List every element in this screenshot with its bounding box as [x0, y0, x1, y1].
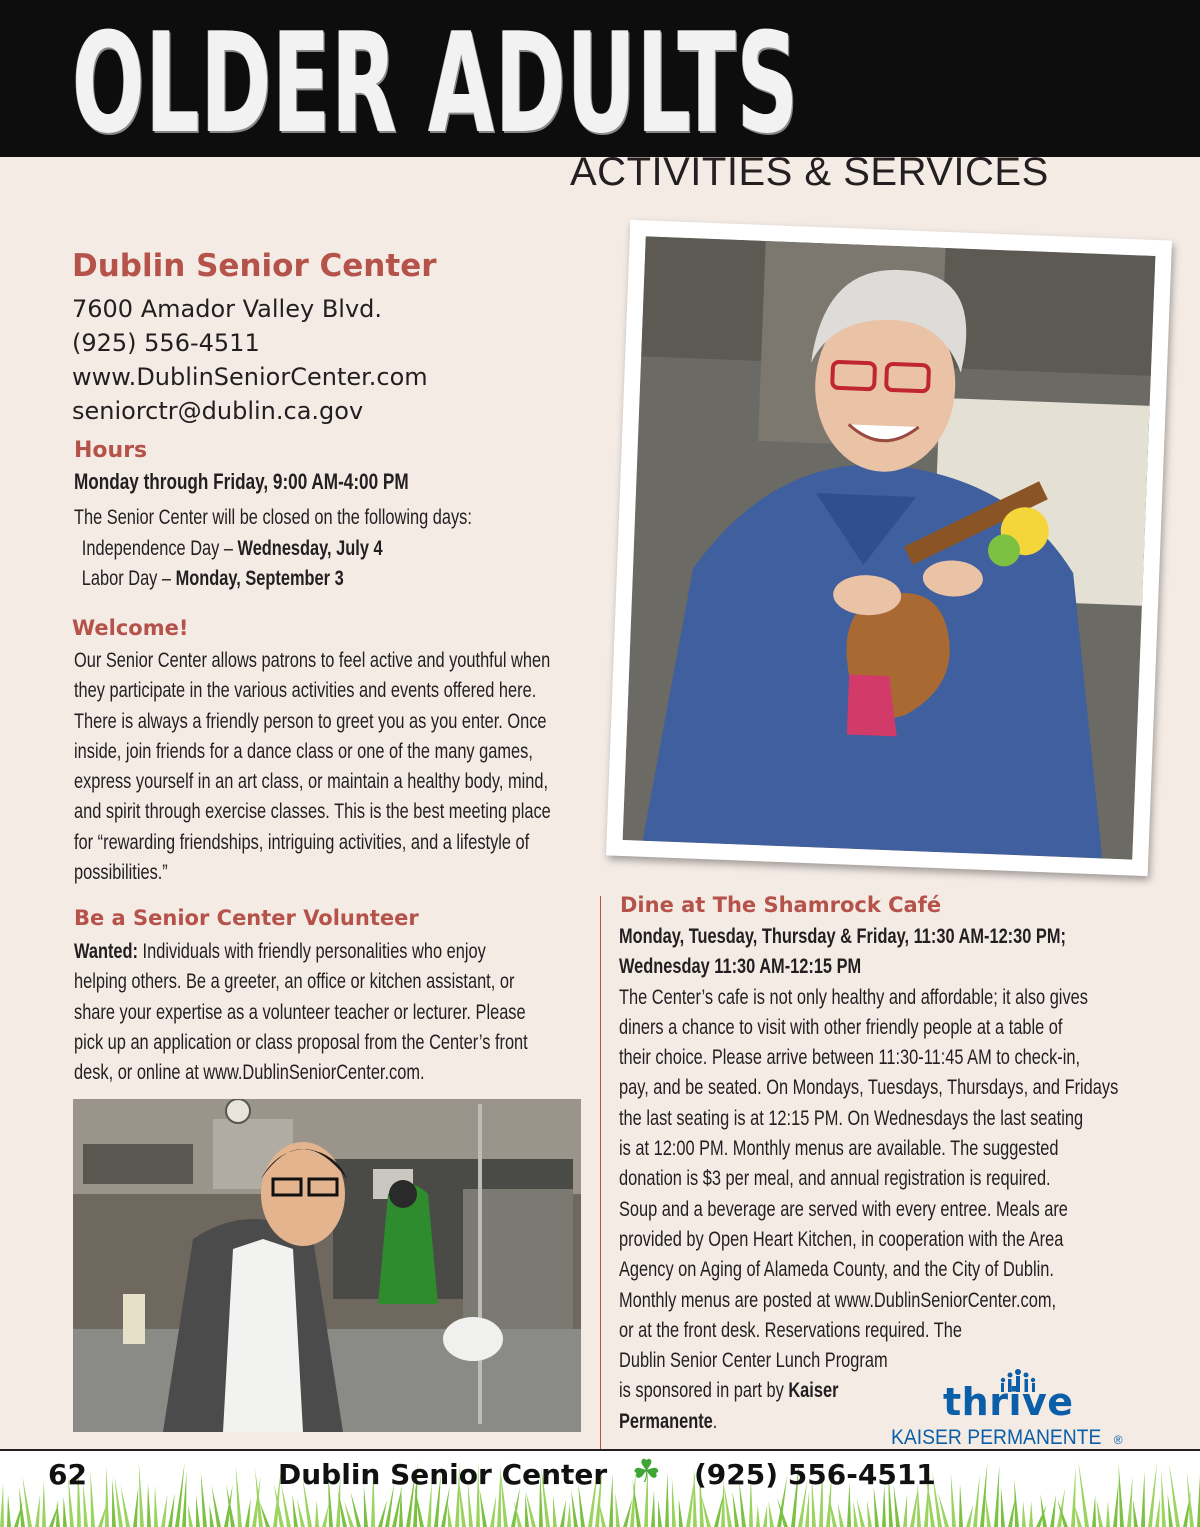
sponsor-name: Kaiser [788, 1379, 839, 1403]
welcome-heading: Welcome! [72, 616, 189, 640]
closed-intro: The Senior Center will be closed on the following days: [74, 506, 472, 530]
page-title: OLDER ADULTS [72, 3, 799, 164]
cafe-line: Agency on Aging of Alameda County, and the City of Dublin. [619, 1258, 1054, 1282]
closure-label: Independence Day – [81, 536, 238, 560]
column-divider [600, 896, 601, 1480]
cafe-line: The Center’s cafe is not only healthy and affordable; it also gives [619, 985, 1088, 1009]
closure-item [74, 534, 472, 564]
volunteer-line: helping others. Be a greeter, an office or kitchen assistant, or [74, 970, 515, 994]
volunteer-photo [73, 1099, 581, 1432]
cafe-line: pay, and be seated. On Mondays, Tuesdays, Thursdays, and Fridays [619, 1076, 1119, 1100]
email-link[interactable]: seniorctr@dublin.ca.gov [72, 397, 364, 425]
cafe-line: or at the front desk. Reservations required. The [619, 1318, 962, 1342]
volunteer-line: pick up an application or class proposal from the Center’s front [74, 1030, 528, 1054]
welcome-line: for “rewarding friendships, intriguing activities, and a lifestyle of [74, 830, 530, 854]
cafe-body [619, 922, 1130, 1437]
sponsor-name: Permanente [619, 1409, 713, 1433]
sponsor-text: is sponsored in part by [619, 1379, 789, 1403]
welcome-line: Our Senior Center allows patrons to feel active and youthful when [74, 649, 551, 672]
welcome-line: There is always a friendly person to greet you as you enter. Once [74, 709, 547, 733]
thrive-wordmark: thrive [943, 1380, 1074, 1424]
contact-info [72, 292, 428, 428]
phone-number: (925) 556-4511 [72, 329, 260, 357]
closure-date: Wednesday, July 4 [237, 536, 383, 560]
sponsor-text: . [712, 1409, 718, 1433]
hours-block [74, 467, 472, 594]
cafe-line: Monthly menus are posted at www.DublinSeniorCenter.com, [619, 1288, 1057, 1312]
volunteer-line: desk, or online at www.DublinSeniorCenter.com. [74, 1061, 425, 1085]
cafe-schedule: Wednesday 11:30 AM-12:15 PM [619, 955, 862, 979]
volunteer-photo-illustration [73, 1099, 581, 1432]
address: 7600 Amador Valley Blvd. [72, 295, 383, 323]
ukulele-photo-illustration [623, 236, 1156, 859]
kaiser-thrive-logo [888, 1366, 1128, 1449]
cafe-line: the last seating is at 12:15 PM. On Wednesdays the last seating [619, 1106, 1084, 1130]
welcome-line: and spirit through exercise classes. This is the best meeting place [74, 800, 551, 824]
cafe-schedule: Monday, Tuesday, Thursday & Friday, 11:30 AM-12:30 PM; [619, 925, 1066, 948]
closure-date: Monday, September 3 [175, 566, 344, 590]
welcome-line: possibilities.” [74, 861, 168, 885]
welcome-line: inside, join friends for a dance class or one of the many games, [74, 739, 533, 763]
closure-label: Labor Day – [81, 566, 176, 590]
footer-phone: (925) 556-4511 [694, 1458, 936, 1491]
welcome-body [74, 646, 585, 888]
kaiser-brand-text: KAISER PERMANENTE [891, 1426, 1102, 1449]
website-link[interactable]: www.DublinSeniorCenter.com [72, 363, 428, 391]
page-subtitle: ACTIVITIES & SERVICES [570, 150, 1049, 194]
center-name-heading: Dublin Senior Center [72, 248, 437, 284]
cafe-line: is at 12:00 PM. Monthly menus are available. The suggested [619, 1137, 1059, 1161]
footer-rule [0, 1449, 1200, 1451]
welcome-line: express yourself in an art class, or maintain a healthy body, mind, [74, 770, 549, 794]
cafe-heading: Dine at The Shamrock Café [620, 893, 942, 917]
volunteer-text: Individuals with friendly personalities who enjoy [137, 940, 486, 963]
volunteer-line [74, 937, 581, 967]
volunteer-line: share your expertise as a volunteer teacher or lecturer. Please [74, 1000, 526, 1024]
ukulele-photo [606, 220, 1172, 876]
closure-item [74, 564, 472, 594]
volunteer-body [74, 937, 581, 1088]
cafe-line: donation is $3 per meal, and annual registration is required. [619, 1167, 1051, 1191]
cafe-line: Soup and a beverage are served with every entree. Meals are [619, 1197, 1068, 1221]
wanted-label: Wanted: [74, 940, 138, 963]
hours-schedule: Monday through Friday, 9:00 AM-4:00 PM [74, 469, 409, 494]
hours-heading: Hours [74, 438, 148, 463]
welcome-line: they participate in the various activities and events offered here. [74, 679, 537, 703]
shamrock-icon: ☘ [632, 1452, 661, 1490]
registered-mark: ® [1113, 1433, 1123, 1447]
cafe-line: provided by Open Heart Kitchen, in cooperation with the Area [619, 1227, 1064, 1251]
cafe-line: diners a chance to visit with other friendly people at a table of [619, 1015, 1063, 1039]
volunteer-heading: Be a Senior Center Volunteer [74, 906, 419, 930]
footer-center-name: Dublin Senior Center [278, 1458, 608, 1491]
cafe-line: their choice. Please arrive between 11:30-11:45 AM to check-in, [619, 1046, 1081, 1070]
page-number: 62 [48, 1458, 87, 1491]
sponsor-line: Dublin Senior Center Lunch Program [619, 1349, 888, 1373]
kaiser-brand [891, 1426, 1123, 1450]
